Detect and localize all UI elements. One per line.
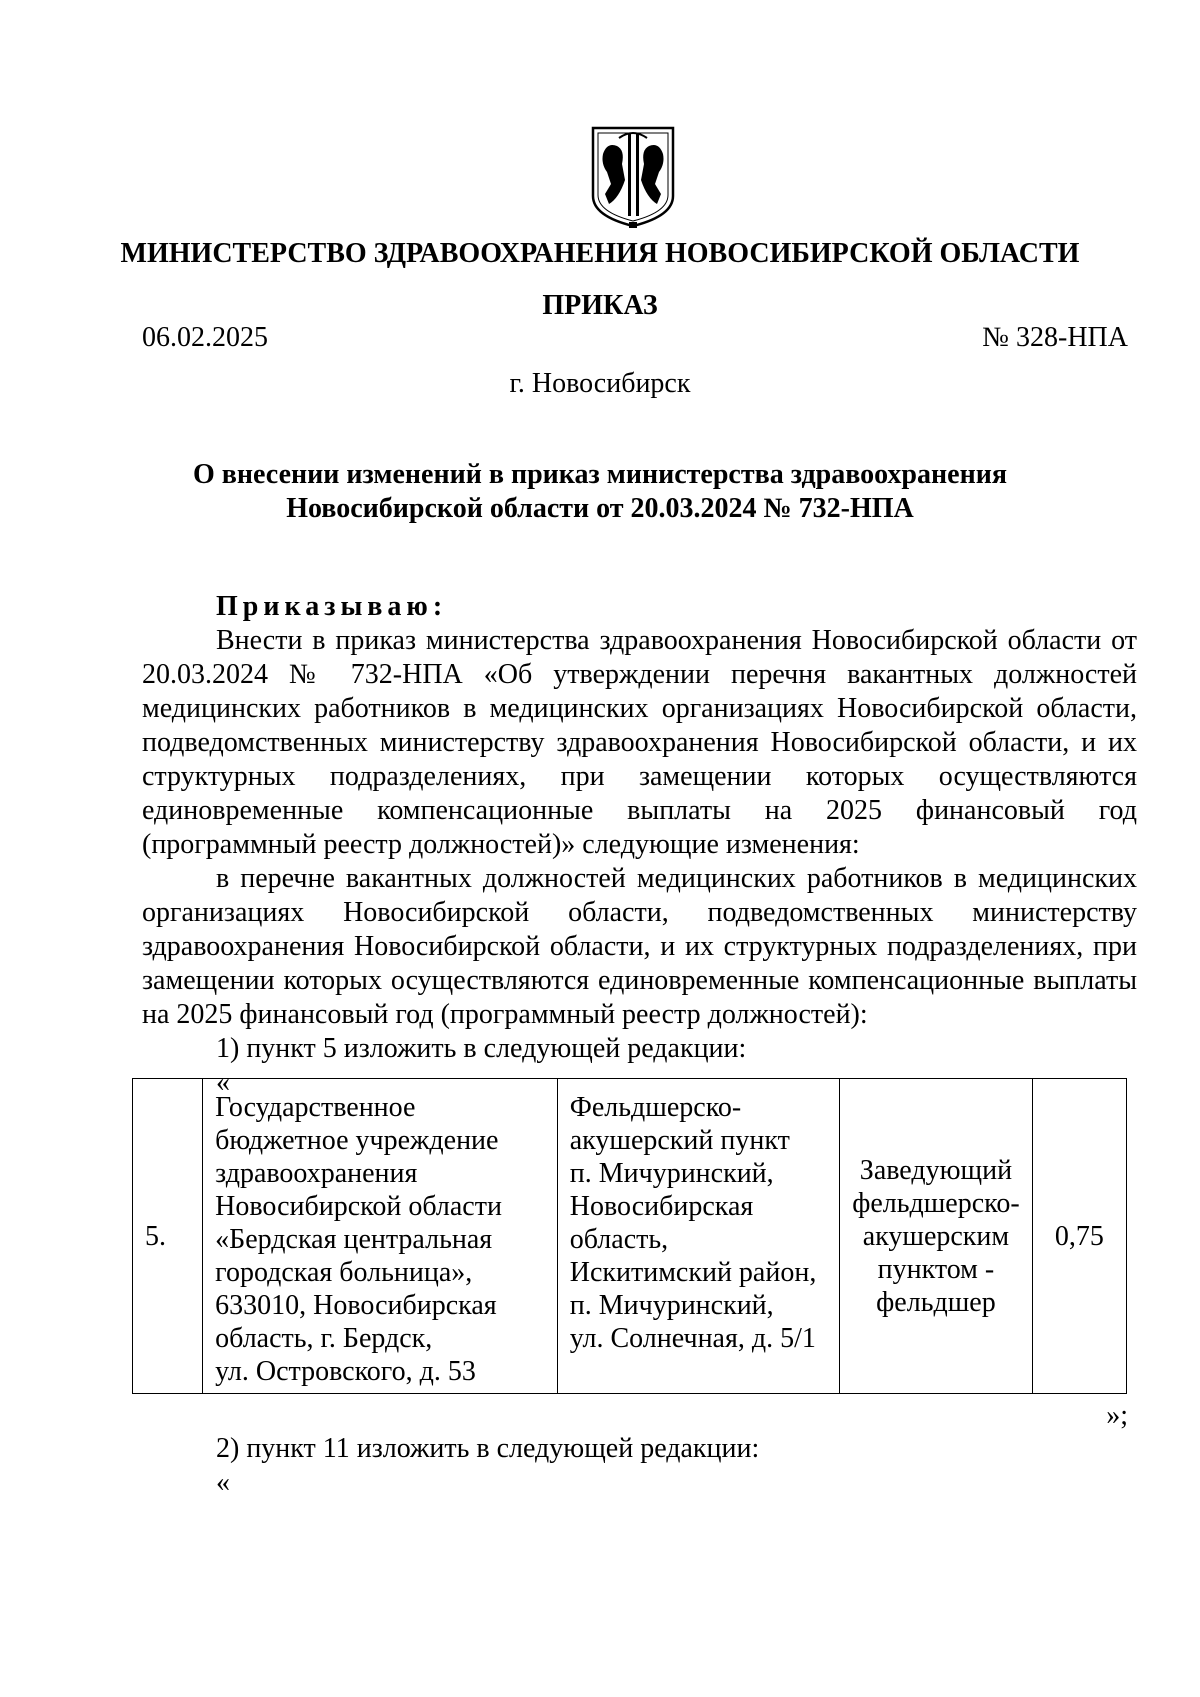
position-cell: Заведующий фельдшерско- акушерским пунктом - фельдшер <box>840 1079 1032 1394</box>
positions-table <box>132 1078 1127 1394</box>
rate-cell: 0,75 <box>1032 1079 1126 1394</box>
table-row <box>133 1079 1127 1394</box>
document-city: г. Новосибирск <box>509 368 691 399</box>
title-line-1: О внесении изменений в приказ министерства здравоохранения <box>193 459 1007 490</box>
paragraph-2: в перечне вакантных должностей медицинских работников в медицинских организациях Новосибирской области, подведомственных министерству здравоохранения Новосибирской области, и их структурных подразделениях, при замещении которых осуществляются единовременные компенсационные выплаты на 2025 финансовый год (программный реестр должностей): <box>142 863 1137 1030</box>
order-word: Приказываю: <box>216 591 448 622</box>
row-number: 5. <box>133 1079 203 1394</box>
item-1: 1) пункт 5 изложить в следующей редакции: <box>216 1033 747 1064</box>
item-2: 2) пункт 11 изложить в следующей редакции: <box>216 1433 760 1464</box>
document-body-continued <box>142 1432 1137 1500</box>
organization-cell: Государственное бюджетное учреждение здравоохранения Новосибирской области «Бердская центральная городская больница», 633010, Новосибирская область, г. Бердск, ул. Островского, д. 53 <box>203 1079 558 1394</box>
close-quote-1: »; <box>1106 1400 1128 1431</box>
document-body <box>142 590 1137 1100</box>
document-number: № 328-НПА <box>982 322 1128 353</box>
open-quote-1: « <box>216 1067 230 1098</box>
document-date: 06.02.2025 <box>142 322 268 353</box>
ministry-name: МИНИСТЕРСТВО ЗДРАВООХРАНЕНИЯ НОВОСИБИРСКОЙ ОБЛАСТИ <box>120 238 1080 269</box>
unit-cell: Фельдшерско- акушерский пункт п. Мичуринский, Новосибирская область, Искитимский район, п. Мичуринский, ул. Солнечная, д. 5/1 <box>557 1079 839 1394</box>
coat-of-arms-icon <box>589 124 677 230</box>
document-type: ПРИКАЗ <box>542 290 658 321</box>
paragraph-1: Внести в приказ министерства здравоохранения Новосибирской области от 20.03.2024 № 732-НПА «Об утверждении перечня вакантных должностей медицинских работников в медицинских организациях Новосибирской области, подведомственных министерству здравоохранения Новосибирской области, и их структурных подразделениях, при замещении которых осуществляются единовременные компенсационные выплаты на 2025 финансовый год (программный реестр должностей)» следующие изменения: <box>142 625 1137 860</box>
title-line-2: Новосибирской области от 20.03.2024 № 732-НПА <box>286 493 914 524</box>
open-quote-2: « <box>216 1467 230 1498</box>
document-title <box>150 458 1050 526</box>
